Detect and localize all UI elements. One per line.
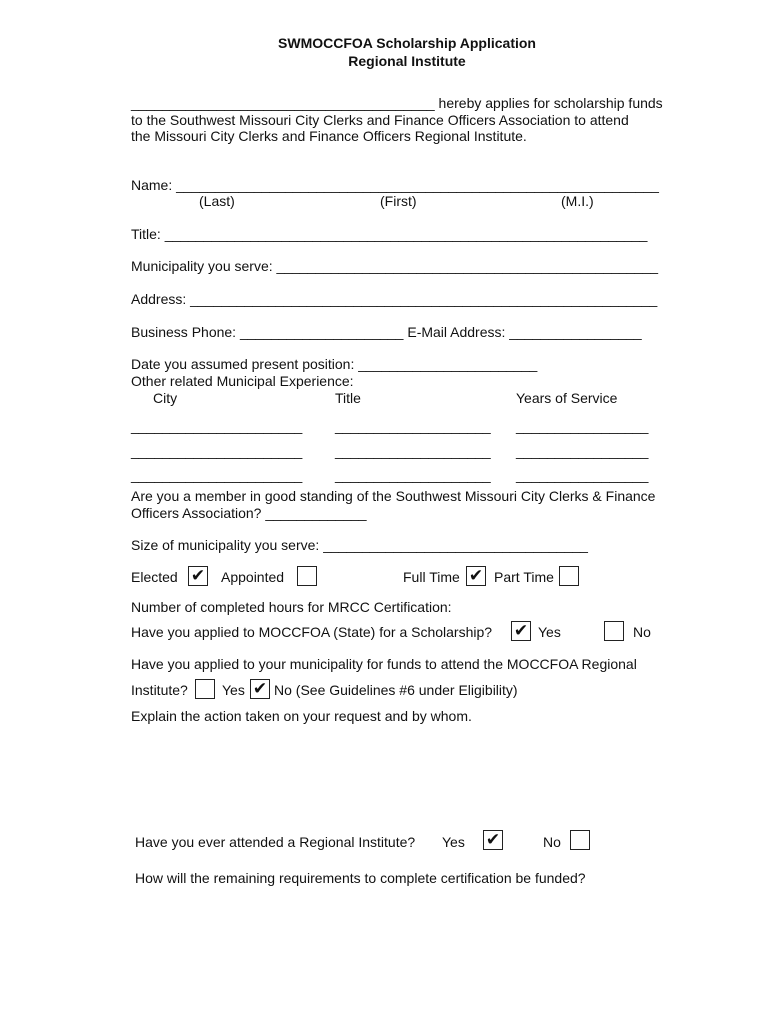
- experience-col-city: City: [153, 390, 178, 406]
- municipal-funds-question: Have you applied to your municipality for funds to attend the MOCCFOA Regional: [131, 656, 637, 672]
- state-scholarship-question: Have you applied to MOCCFOA (State) for a Scholarship?: [131, 624, 493, 640]
- name-field: Name: ______________________________________________________________: [131, 177, 659, 193]
- appointed-checkbox[interactable]: [297, 566, 317, 586]
- experience-city-blank: ______________________: [131, 467, 303, 483]
- elected-label: Elected: [131, 569, 178, 585]
- address-field: Address: ____________________________________________________________: [131, 291, 658, 307]
- attended-yes-label: Yes: [442, 834, 465, 850]
- experience-title-blank: ____________________: [335, 467, 491, 483]
- member-question-line-1: Are you a member in good standing of the Southwest Missouri City Clerks & Finance: [131, 488, 656, 504]
- experience-city-blank: ______________________: [131, 418, 303, 434]
- attended-question: Have you ever attended a Regional Institute?: [135, 834, 416, 850]
- municipal-funds-prefix: Institute?: [131, 682, 188, 698]
- member-question-line-2: Officers Association? _____________: [131, 505, 367, 521]
- date-position-field: Date you assumed present position: _______________________: [131, 356, 538, 372]
- intro-line-3: the Missouri City Clerks and Finance Officers Regional Institute.: [131, 128, 527, 144]
- mrcc-hours-label: Number of completed hours for MRCC Certification:: [131, 599, 452, 615]
- elected-checkbox[interactable]: ✔: [188, 566, 208, 586]
- municipal-funds-yes-label: Yes: [222, 682, 245, 698]
- experience-years-blank: _________________: [516, 467, 649, 483]
- state-scholarship-yes-checkbox[interactable]: ✔: [511, 621, 531, 641]
- part-time-checkbox[interactable]: [559, 566, 579, 586]
- full-time-checkbox[interactable]: ✔: [466, 566, 486, 586]
- appointed-label: Appointed: [221, 569, 285, 585]
- form-subtitle: Regional Institute: [348, 53, 466, 69]
- form-title: SWMOCCFOA Scholarship Application: [278, 35, 536, 51]
- phone-email-field: Business Phone: _____________________ E-Mail Address: _________________: [131, 324, 642, 340]
- part-time-label: Part Time: [494, 569, 554, 585]
- experience-title-blank: ____________________: [335, 418, 491, 434]
- municipal-funds-no-checkbox[interactable]: ✔: [250, 679, 270, 699]
- size-municipality-field: Size of municipality you serve: __________________________________: [131, 537, 588, 553]
- municipal-funds-yes-checkbox[interactable]: [195, 679, 215, 699]
- experience-years-blank: _________________: [516, 418, 649, 434]
- intro-line-1: _______________________________________ hereby applies for scholarship funds: [131, 95, 663, 111]
- experience-city-blank: ______________________: [131, 443, 303, 459]
- attended-no-label: No: [543, 834, 561, 850]
- attended-no-checkbox[interactable]: [570, 830, 590, 850]
- state-scholarship-no-label: No: [633, 624, 651, 640]
- explain-action-label: Explain the action taken on your request and by whom.: [131, 708, 472, 724]
- state-scholarship-no-checkbox[interactable]: [604, 621, 624, 641]
- intro-line-2: to the Southwest Missouri City Clerks and Finance Officers Association to attend: [131, 112, 629, 128]
- municipality-field: Municipality you serve: _________________________________________________: [131, 258, 659, 274]
- title-field: Title: ______________________________________________________________: [131, 226, 648, 242]
- experience-years-blank: _________________: [516, 443, 649, 459]
- attended-yes-checkbox[interactable]: ✔: [483, 830, 503, 850]
- experience-col-title: Title: [335, 390, 361, 406]
- experience-title-blank: ____________________: [335, 443, 491, 459]
- name-last-caption: (Last): [199, 193, 235, 209]
- name-mi-caption: (M.I.): [561, 193, 594, 209]
- experience-label: Other related Municipal Experience:: [131, 373, 354, 389]
- full-time-label: Full Time: [403, 569, 460, 585]
- municipal-funds-no-label: No (See Guidelines #6 under Eligibility): [274, 682, 518, 698]
- state-scholarship-yes-label: Yes: [538, 624, 561, 640]
- experience-col-years: Years of Service: [516, 390, 618, 406]
- funding-question: How will the remaining requirements to complete certification be funded?: [135, 870, 586, 886]
- name-first-caption: (First): [380, 193, 417, 209]
